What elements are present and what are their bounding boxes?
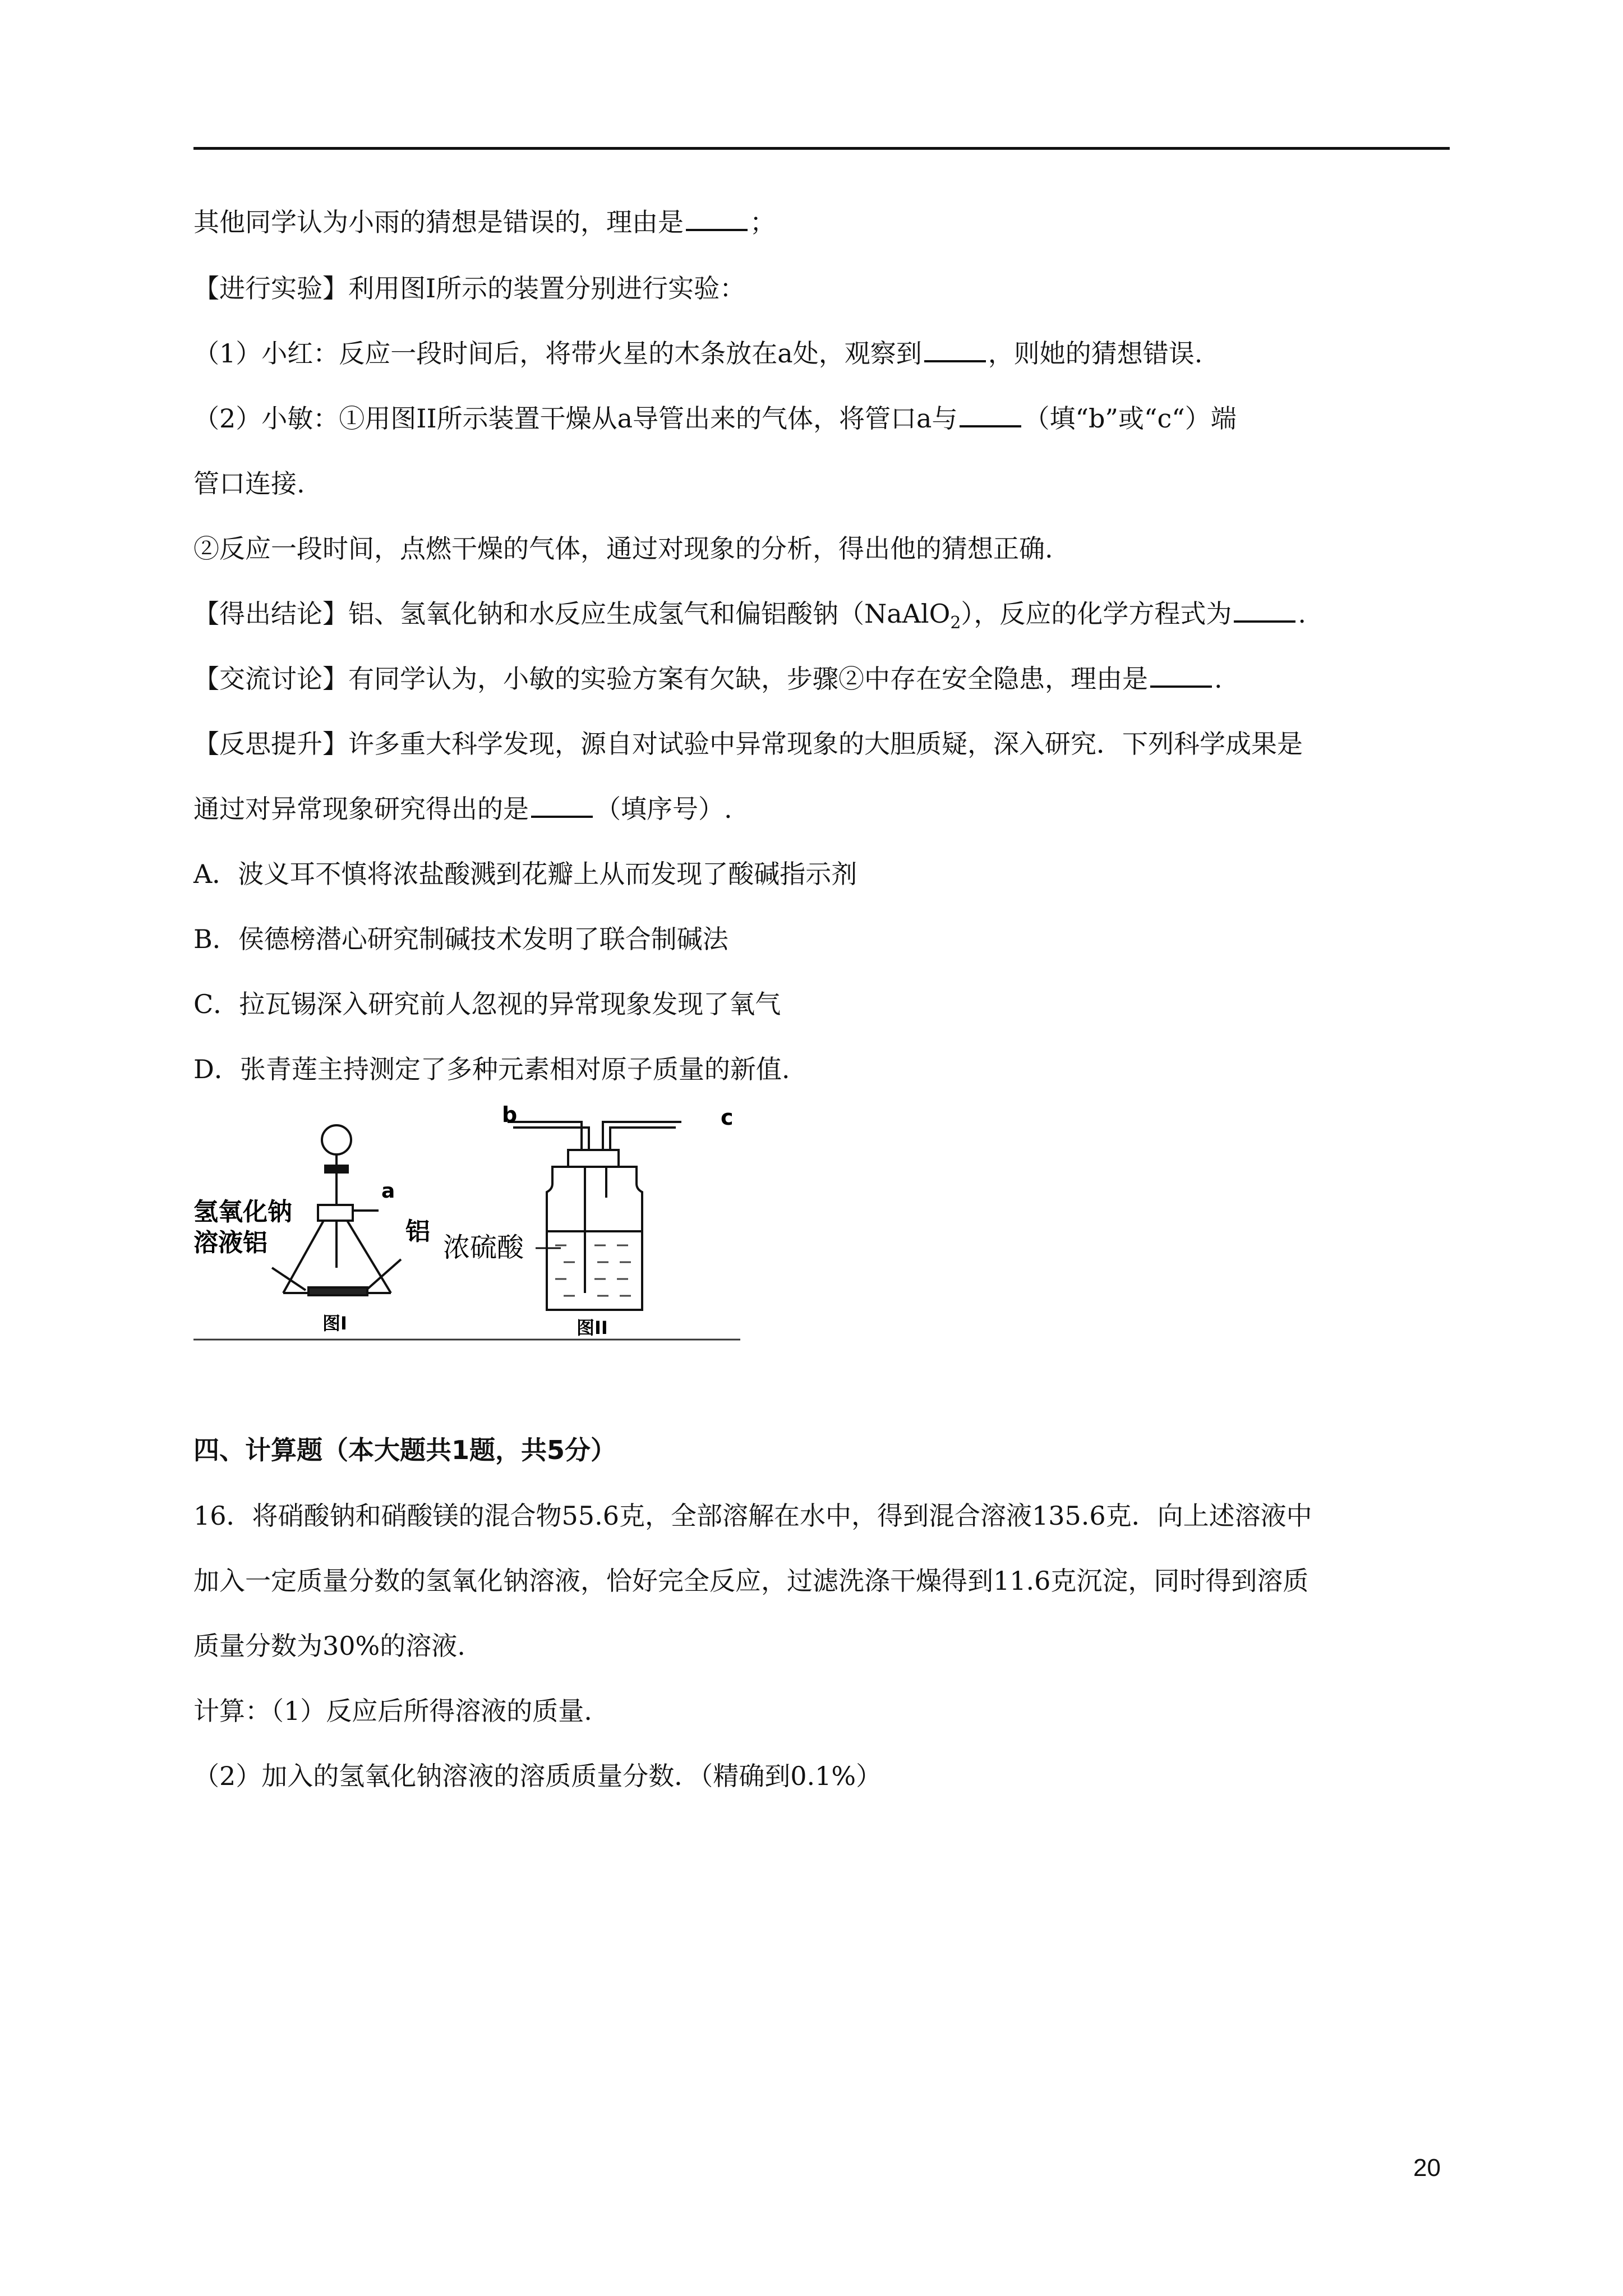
apparatus-figure xyxy=(193,1099,740,1341)
q16-line-2: 加入一定质量分数的氢氧化钠溶液，恰好完全反应，过滤洗涤干燥得到11.6克沉淀，同时得到溶质 xyxy=(193,1566,1309,1596)
answer-blank[interactable] xyxy=(1234,598,1295,623)
answer-blank[interactable] xyxy=(960,403,1021,427)
text-line-7: 【得出结论】铝、氢氧化钠和水反应生成氢气和偏铝酸钠（NaAlO$_2$），反应的化学方程式为 . xyxy=(193,599,1307,633)
text-line-9: 【反思提升】许多重大科学发现，源自对试验中异常现象的大胆质疑，深入研究．下列科学成果是 xyxy=(193,729,1303,759)
page-number: 20 xyxy=(1413,2154,1441,2182)
q16-line-3: 质量分数为30%的溶液. xyxy=(193,1631,465,1661)
text-line-8: 【交流讨论】有同学认为，小敏的实验方案有欠缺，步骤②中存在安全隐患，理由是 . xyxy=(193,664,1223,694)
q16-line-1: 16．将硝酸钠和硝酸镁的混合物55.6克，全部溶解在水中，得到混合溶液135.6克．向上述溶液中 xyxy=(193,1501,1312,1531)
fig1-label-al: 铝 xyxy=(405,1217,430,1246)
text-line-3: （1）小红：反应一段时间后，将带火星的木条放在a处，观察到 ，则她的猜想错误. xyxy=(193,338,1203,369)
fig2-label-c: c xyxy=(721,1105,734,1130)
fig1-caption: 图I xyxy=(322,1313,347,1334)
option-a: A．波义耳不慎将浓盐酸溅到花瓣上从而发现了酸碱指示剂 xyxy=(193,859,857,889)
text-line-1: 其他同学认为小雨的猜想是错误的，理由是 ； xyxy=(193,207,776,237)
option-d: D．张青莲主持测定了多种元素相对原子质量的新值. xyxy=(193,1054,790,1084)
text-line-5: 管口连接. xyxy=(193,468,305,499)
fig1-naoh-label-2: 溶液铝 xyxy=(193,1228,268,1257)
section-heading: 四、计算题（本大题共1题，共5分） xyxy=(193,1435,617,1465)
fig2-caption: 图II xyxy=(577,1317,608,1338)
fig1-label-a: a xyxy=(381,1180,395,1203)
answer-blank[interactable] xyxy=(924,338,986,362)
calc-line-1: 计算：（1）反应后所得溶液的质量. xyxy=(193,1696,592,1726)
text-line-4: （2）小敏：①用图II所示装置干燥从a导管出来的气体，将管口a与 （填“b”或“c“）端 xyxy=(193,403,1237,434)
fig2-label-b: b xyxy=(502,1102,518,1127)
option-b: B．侯德榜潜心研究制碱技术发明了联合制碱法 xyxy=(193,924,728,954)
answer-blank[interactable] xyxy=(1150,663,1212,688)
text-line-6: ②反应一段时间，点燃干燥的气体，通过对现象的分析，得出他的猜想正确. xyxy=(193,533,1053,564)
answer-blank[interactable] xyxy=(531,793,593,818)
text-line-10: 通过对异常现象研究得出的是 （填序号）. xyxy=(193,794,732,824)
calc-line-2: （2）加入的氢氧化钠溶液的溶质质量分数．（精确到0.1%） xyxy=(193,1761,882,1791)
fig1-naoh-label-1: 氢氧化钠 xyxy=(193,1198,292,1226)
option-c: C．拉瓦锡深入研究前人忽视的异常现象发现了氧气 xyxy=(193,989,781,1019)
answer-blank[interactable] xyxy=(686,206,748,231)
text-line-2: 【进行实验】利用图I所示的装置分别进行实验： xyxy=(193,273,746,303)
fig2-acid-label: 浓硫酸 xyxy=(443,1232,524,1263)
header-rule xyxy=(193,147,1450,150)
